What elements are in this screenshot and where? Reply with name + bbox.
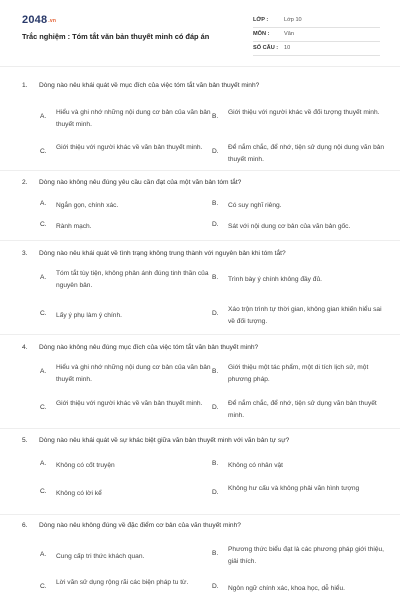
option-letter: A. (40, 113, 47, 120)
question-text (22, 179, 241, 186)
option-letter: B. (212, 550, 219, 557)
question-divider (0, 514, 400, 515)
question-label: Dòng nào không nêu đúng mục đích của việc tóm tắt văn bản thuyết minh? (39, 344, 259, 351)
option-text: Giới thiệu với người khác về đối tượng thuyết minh. (228, 109, 380, 116)
option-text: Giới thiệu với người khác về văn bản thuyết minh. (56, 400, 203, 407)
question-divider (0, 240, 400, 241)
option-text: Hiểu và ghi nhớ những nội dung cơ bản của văn bản thuyết minh. (56, 109, 211, 128)
meta-key: MÔN : (253, 31, 270, 37)
option-text: Không có nhân vật (228, 462, 283, 469)
question-divider (0, 428, 400, 429)
meta-row-subject (253, 28, 380, 42)
option-letter: D. (212, 583, 219, 590)
question-number: 4. (22, 344, 28, 351)
option-text: Không hư cấu và không phải văn hình tượng (228, 485, 360, 492)
question-number: 5. (22, 437, 28, 444)
page-title: Trắc nghiệm : Tóm tắt văn bản thuyết minh có đáp án (22, 32, 210, 41)
option-letter: A. (40, 368, 47, 375)
option-letter: A. (40, 200, 47, 207)
question-number: 2. (22, 179, 28, 186)
option-letter: A. (40, 274, 47, 281)
logo-suffix: .vn (48, 18, 57, 24)
question-label: Dòng nào nêu khái quát về sự khác biệt giữa văn bản thuyết minh với văn bản tự sự? (39, 437, 290, 444)
question-label: Dòng nào nêu không đúng về đặc điểm cơ bản của văn thuyết minh? (39, 522, 241, 529)
option-letter: B. (212, 460, 219, 467)
logo-main: 2048 (22, 14, 48, 26)
option-letter: C. (40, 148, 47, 155)
option-text: Để nắm chắc, để nhớ, tiện sử dụng văn bản thuyết minh. (228, 400, 377, 419)
option-text: Tóm tắt tùy tiện, không phản ánh đúng tinh thần của nguyên bản. (56, 270, 209, 289)
option-text: Không có cốt truyện (56, 462, 115, 469)
page-header (0, 0, 400, 60)
option-text: Cung cấp tri thức khách quan. (56, 553, 145, 560)
option-letter: A. (40, 551, 47, 558)
question-text (22, 82, 259, 89)
question-divider (0, 334, 400, 335)
option-letter: C. (40, 583, 47, 590)
question-label: Dòng nào không nêu đúng yêu cầu cần đạt của một văn bản tóm tắt? (39, 179, 242, 186)
option-letter: A. (40, 460, 47, 467)
question-label: Dòng nào nêu khái quát về mục đích của việc tóm tắt văn bản thuyết minh? (39, 82, 260, 89)
question-number: 1. (22, 82, 28, 89)
option-letter: C. (40, 488, 47, 495)
option-letter: D. (212, 310, 219, 317)
meta-row-count (253, 42, 380, 56)
meta-value: Lớp 10 (284, 17, 302, 23)
meta-key: SỐ CÂU : (253, 45, 279, 51)
option-text: Trình bày ý chính không đầy đủ. (228, 276, 322, 283)
option-text: Lời văn sử dụng rộng rãi các biện pháp tu từ. (56, 579, 189, 586)
option-text: Xáo trộn trình tự thời gian, không gian khiến hiểu sai về đối tượng. (228, 306, 382, 325)
option-letter: B. (212, 274, 219, 281)
question-text (22, 437, 289, 444)
option-letter: D. (212, 489, 219, 496)
question-number: 6. (22, 522, 28, 529)
option-letter: D. (212, 404, 219, 411)
option-text: Ngôn ngữ chính xác, khoa học, dễ hiểu. (228, 585, 345, 592)
site-logo[interactable] (22, 14, 56, 26)
option-text: Sát với nội dung cơ bản của văn bản gốc. (228, 223, 351, 230)
question-text (22, 250, 286, 257)
option-text: Ngắn gọn, chính xác. (56, 202, 119, 209)
question-label: Dòng nào nêu khái quát về tình trạng không trung thành với nguyên bản khi tóm tắt? (39, 250, 286, 257)
option-text: Giới thiệu một tác phẩm, một di tích lịch sử, một phương pháp. (228, 364, 369, 383)
header-divider (0, 66, 400, 67)
option-letter: B. (212, 113, 219, 120)
question-divider (0, 170, 400, 171)
option-text: Phương thức biểu đạt là các phương pháp giới thiệu, giải thích. (228, 546, 384, 565)
question-text (22, 522, 241, 529)
option-text: Lấy ý phụ làm ý chính. (56, 312, 122, 319)
option-letter: C. (40, 310, 47, 317)
option-text: Hiểu và ghi nhớ những nội dung cơ bản của văn bản thuyết minh. (56, 364, 211, 383)
option-letter: C. (40, 404, 47, 411)
question-text (22, 344, 258, 351)
option-text: Để nắm chắc, để nhớ, tiện sử dụng nội dung văn bản thuyết minh. (228, 144, 385, 163)
option-text: Giới thiệu với người khác về văn bản thuyết minh. (56, 144, 203, 151)
question-number: 3. (22, 250, 28, 257)
option-letter: C. (40, 221, 47, 228)
option-letter: B. (212, 368, 219, 375)
option-letter: D. (212, 221, 219, 228)
meta-value: 10 (284, 45, 291, 51)
option-text: Rành mạch. (56, 223, 92, 230)
meta-value: Văn (284, 31, 294, 37)
option-letter: B. (212, 200, 219, 207)
option-text: Có suy nghĩ riêng. (228, 202, 282, 209)
meta-key: LỚP : (253, 17, 269, 23)
meta-row-grade (253, 14, 380, 28)
option-letter: D. (212, 148, 219, 155)
option-text: Không có lời kể (56, 490, 102, 497)
